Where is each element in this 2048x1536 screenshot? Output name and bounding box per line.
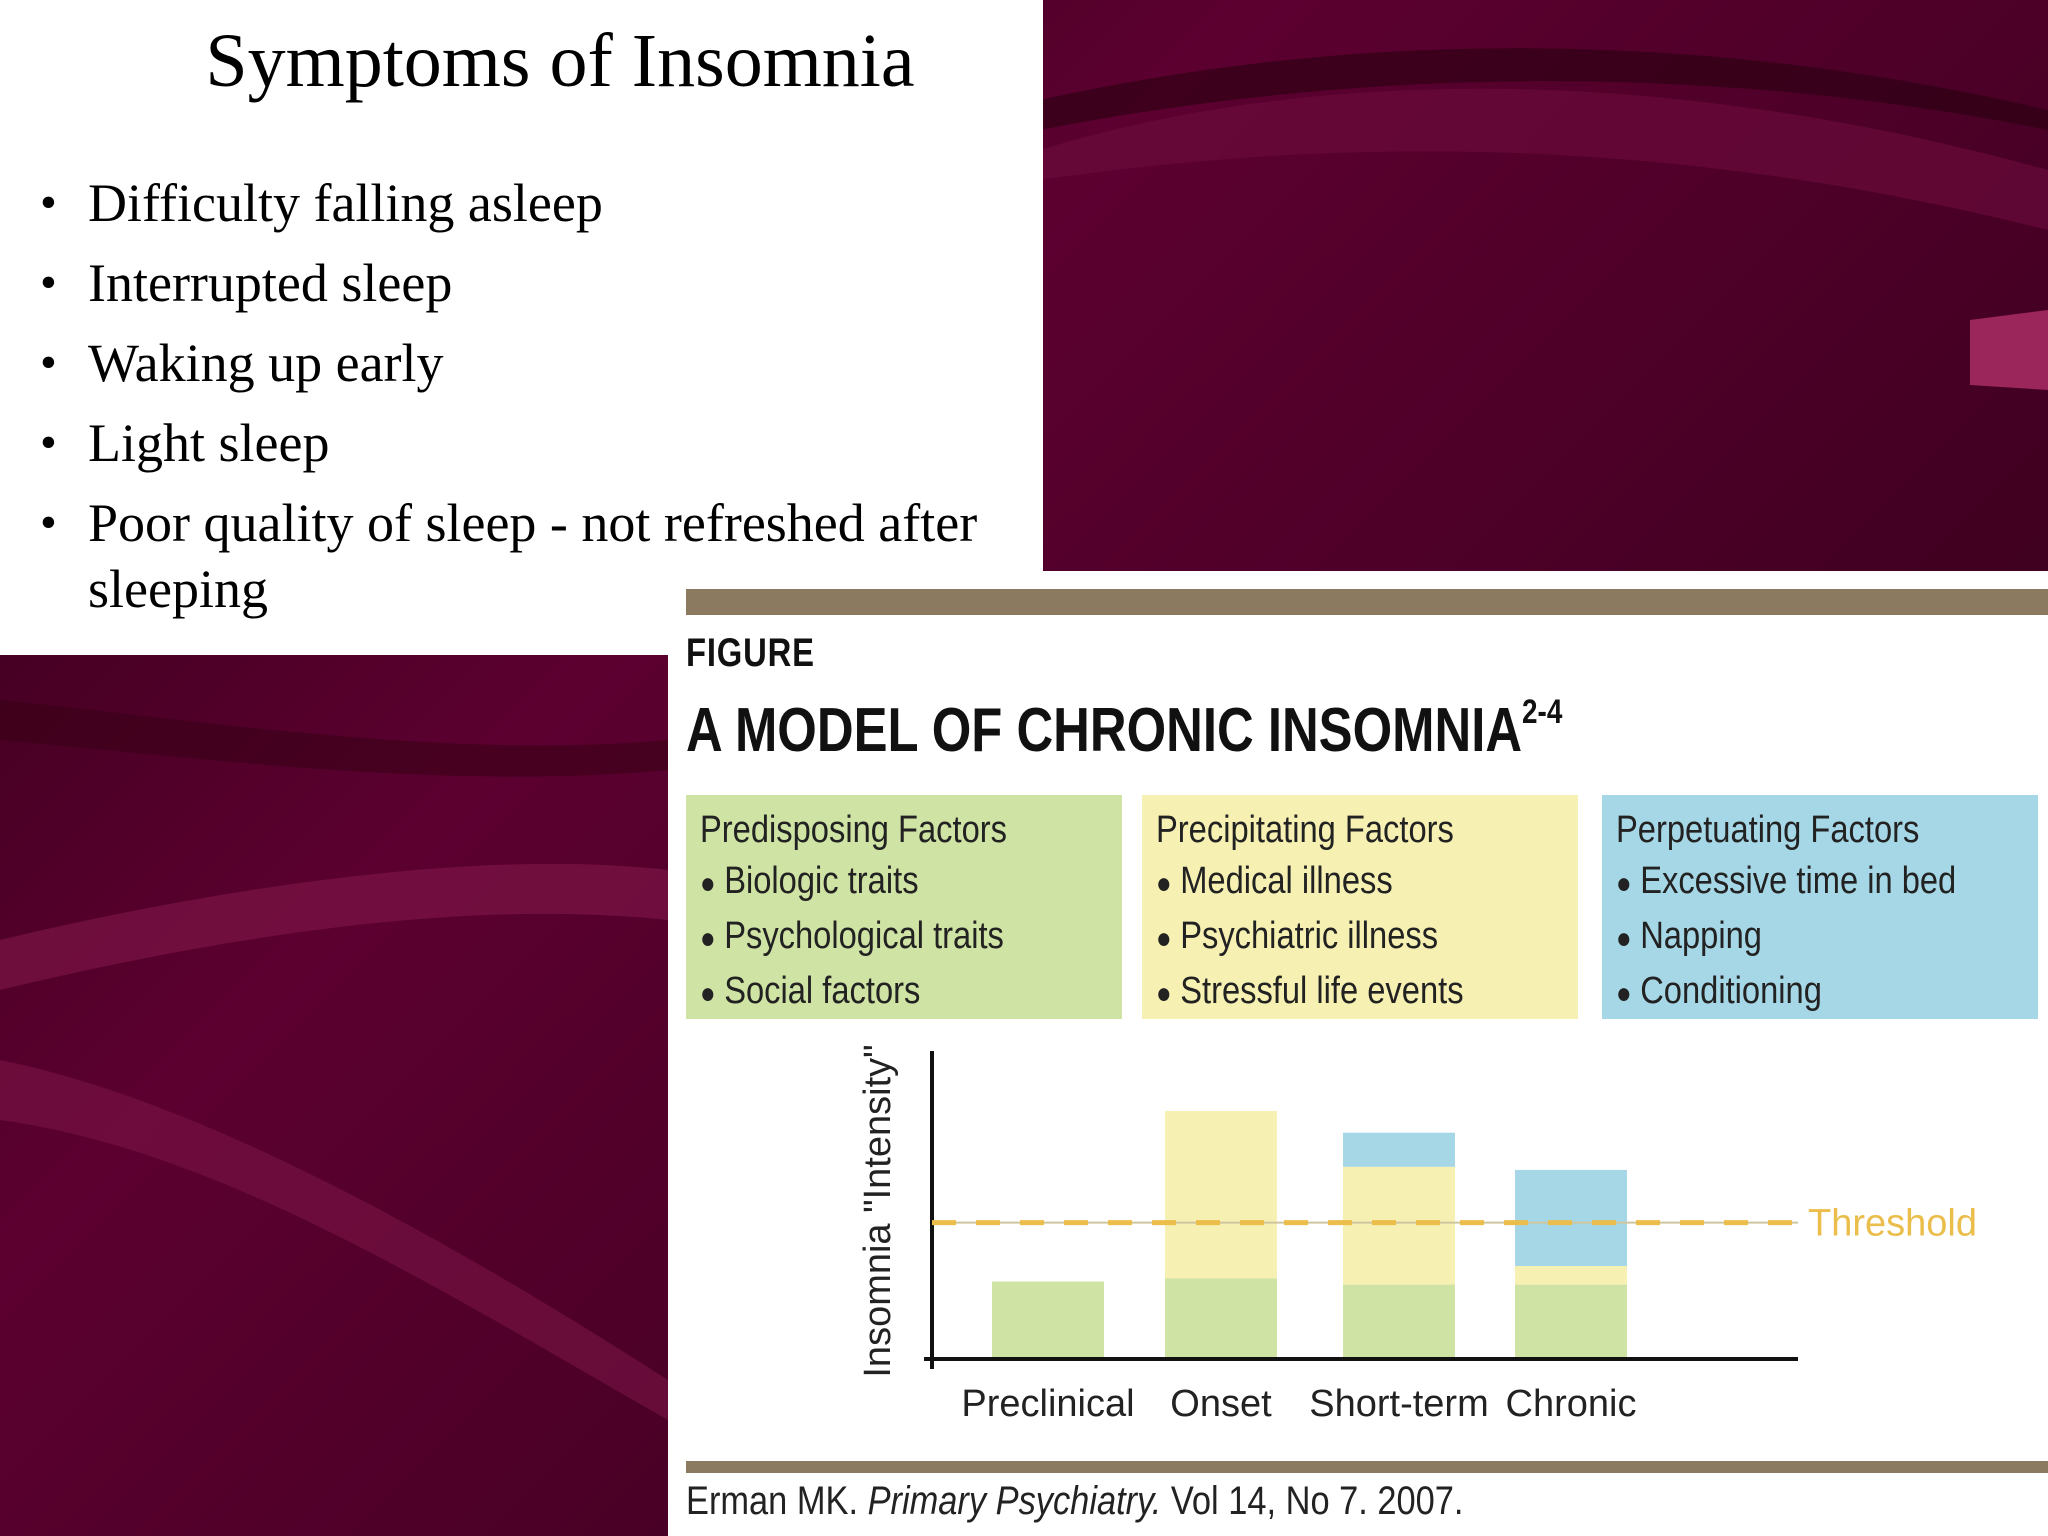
bullet-dot-icon: ● (1616, 977, 1632, 1010)
factor-item: ● Social factors (700, 970, 921, 1012)
box-title: Predisposing Factors (700, 809, 1007, 851)
symptom-item: • Light sleep (40, 410, 1058, 476)
threshold-label: Threshold (1808, 1202, 1977, 1245)
bullet-dot-icon: ● (1156, 867, 1172, 900)
bullet-dot-icon: ● (700, 867, 716, 900)
symptoms-slide (0, 0, 1043, 655)
bar-chronic-series-0 (1515, 1285, 1627, 1359)
bar-onset-series-1 (1165, 1111, 1277, 1278)
bar-short-term-series-2 (1343, 1133, 1455, 1167)
insomnia-model-figure (668, 571, 2048, 1536)
bullet-dot-icon: • (40, 496, 57, 549)
precipitating-factors-box (1142, 795, 1578, 1019)
symptom-item: • Interrupted sleep (40, 250, 1058, 316)
symptom-list (40, 170, 1058, 636)
bullet-dot-icon: ● (1616, 922, 1632, 955)
factor-item: ● Excessive time in bed (1616, 860, 1957, 902)
symptom-item: • Difficulty falling asleep (40, 170, 1058, 236)
factor-item: ● Napping (1616, 915, 1762, 957)
box-title: Precipitating Factors (1156, 809, 1454, 851)
bar-short-term-series-1 (1343, 1167, 1455, 1285)
bottom-rule (686, 1461, 2048, 1473)
category-label: Short-term (1309, 1383, 1489, 1425)
factor-item: ● Stressful life events (1156, 970, 1464, 1012)
category-label: Onset (1170, 1383, 1272, 1425)
bullet-dot-icon: ● (1156, 922, 1172, 955)
top-rule (686, 589, 2048, 615)
bullet-dot-icon: • (40, 176, 57, 229)
bullet-dot-icon: ● (700, 922, 716, 955)
bullet-dot-icon: • (40, 256, 57, 309)
box-title: Perpetuating Factors (1616, 809, 1920, 851)
category-label: Chronic (1505, 1383, 1637, 1425)
figure-title: A MODEL OF CHRONIC INSOMNIA$^{2-4}$ (686, 693, 1563, 765)
bar-onset-series-0 (1165, 1278, 1277, 1359)
factor-item: ● Medical illness (1156, 860, 1393, 902)
bars-group (992, 1111, 1627, 1359)
bar-preclinical-series-0 (992, 1282, 1104, 1360)
factor-item: ● Biologic traits (700, 860, 919, 902)
bullet-dot-icon: ● (1156, 977, 1172, 1010)
slide-title: Symptoms of Insomnia (205, 19, 915, 103)
symptom-item: • Waking up early (40, 330, 1058, 396)
citation: Erman MK. Primary Psychiatry. Vol 14, No 7. 2007. (686, 1479, 1464, 1523)
y-axis-title: Insomnia "Intensity" (857, 1044, 899, 1378)
bar-chronic-series-2 (1515, 1170, 1627, 1266)
category-labels (961, 1383, 1636, 1425)
factor-item: ● Conditioning (1616, 970, 1822, 1012)
bar-short-term-series-0 (1343, 1285, 1455, 1359)
bar-chronic-series-1 (1515, 1266, 1627, 1285)
bullet-dot-icon: • (40, 336, 57, 389)
insomnia-intensity-chart (668, 1041, 2048, 1461)
figure-label: FIGURE (686, 631, 815, 675)
symptom-item: • Poor quality of sleep - not refreshed after sleeping (40, 490, 1058, 622)
bullet-dot-icon: • (40, 416, 57, 469)
bullet-dot-icon: ● (1616, 867, 1632, 900)
category-label: Preclinical (961, 1383, 1135, 1425)
factor-item: ● Psychiatric illness (1156, 915, 1439, 957)
bullet-dot-icon: ● (700, 977, 716, 1010)
figure-title-superscript: 2-4 (1522, 693, 1563, 731)
predisposing-factors-box (686, 795, 1122, 1019)
perpetuating-factors-box (1602, 795, 2038, 1019)
factor-item: ● Psychological traits (700, 915, 1004, 957)
